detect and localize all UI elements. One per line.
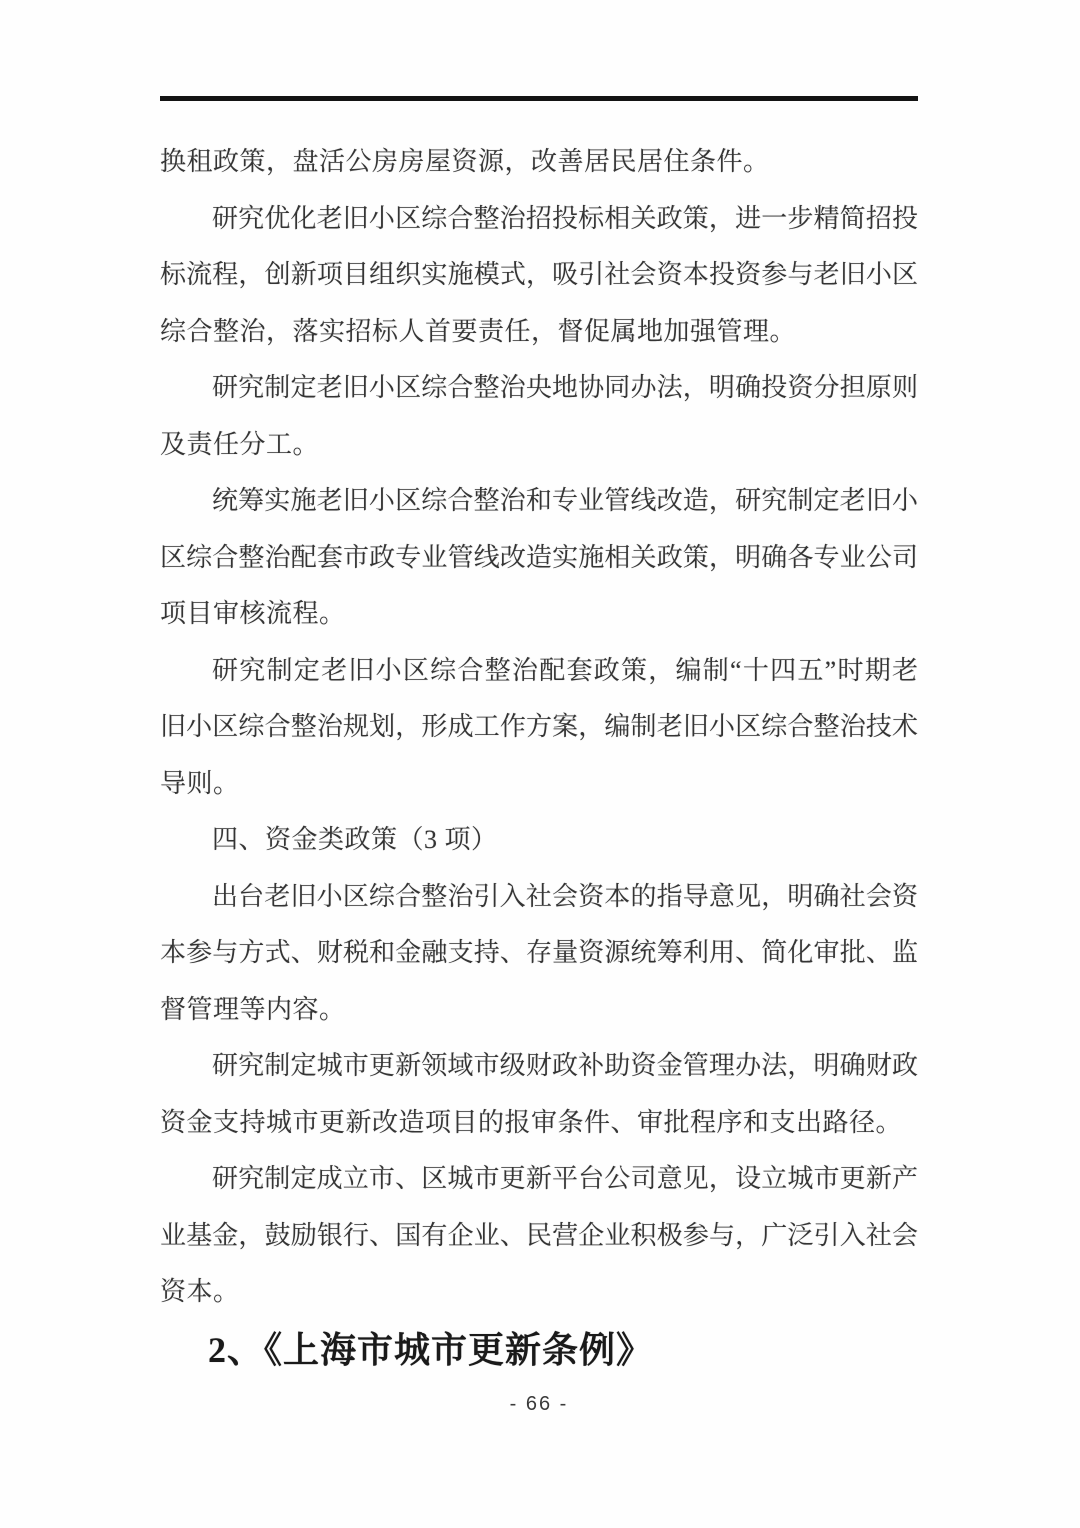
text-line: 综合整治，落实招标人首要责任，督促属地加强管理。 — [160, 316, 797, 346]
text-line: 资本。 — [160, 1277, 240, 1306]
text-line: 研究制定老旧小区综合整治配套政策，编制“十四五”时期老 — [212, 655, 918, 685]
text-line: 区综合整治配套市政专业管线改造实施相关政策，明确各专业公司 — [160, 542, 918, 572]
text-line: 及责任分工。 — [160, 429, 320, 459]
text-line: 换租政策，盘活公房房屋资源，改善居民居住条件。 — [160, 147, 770, 176]
text-line: 研究制定成立市、区城市更新平台公司意见，设立城市更新产 — [212, 1164, 918, 1193]
page-number: - 66 - — [509, 1392, 569, 1415]
text-line: 研究制定城市更新领域市级财政补助资金管理办法，明确财政 — [212, 1051, 918, 1080]
section-heading: 2、《上海市城市更新条例》 — [208, 1329, 654, 1370]
header-rule — [160, 96, 918, 101]
text-line: 业基金，鼓励银行、国有企业、民营企业积极参与，广泛引入社会 — [160, 1220, 918, 1250]
text-line: 研究优化老旧小区综合整治招投标相关政策，进一步精简招投 — [212, 203, 918, 233]
text-line: 研究制定老旧小区综合整治央地协同办法，明确投资分担原则 — [212, 373, 918, 402]
text-line: 统筹实施老旧小区综合整治和专业管线改造，研究制定老旧小 — [212, 486, 918, 515]
text-line: 四、资金类政策（3 项） — [212, 825, 498, 854]
text-line: 项目审核流程。 — [160, 599, 346, 628]
text-line: 旧小区综合整治规划，形成工作方案，编制老旧小区综合整治技术 — [160, 712, 918, 741]
text-line: 标流程，创新项目组织实施模式，吸引社会资本投资参与老旧小区 — [160, 260, 918, 289]
text-line: 出台老旧小区综合整治引入社会资本的指导意见，明确社会资 — [212, 881, 918, 911]
text-line: 督管理等内容。 — [160, 994, 346, 1024]
body-text — [160, 134, 918, 1321]
text-line: 资金支持城市更新改造项目的报审条件、审批程序和支出路径。 — [160, 1107, 903, 1137]
text-line: 导则。 — [160, 768, 240, 798]
text-line: 本参与方式、财税和金融支持、存量资源统筹利用、简化审批、监 — [160, 938, 918, 967]
page-content — [160, 134, 918, 1425]
